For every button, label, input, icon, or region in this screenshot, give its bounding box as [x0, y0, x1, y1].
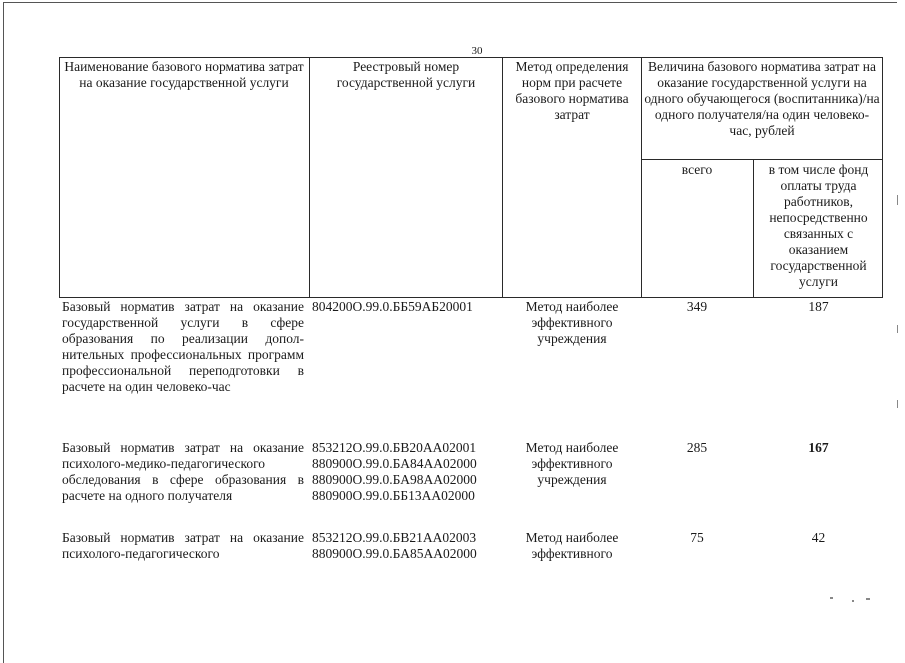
col-divider-3	[502, 57, 503, 298]
header-method: Метод определения норм при расчете базового норматива затрат	[515, 59, 629, 122]
row-method: Метод наиболее эффективного учреждения	[525, 440, 619, 487]
row-registry-numbers	[312, 440, 500, 504]
header-normative-value: Величина базового норматива затрат на оказание государственной услуги на одного обучающегося (воспитанника)/на одного получателя/на один человеко-час, рублей	[644, 59, 880, 138]
scan-mark	[830, 597, 833, 599]
registry-number: 880900О.99.0.БА85АА02000	[312, 546, 477, 561]
row-service-name: Базовый норматив затрат на оказание психолого-медико-педагогического обследования в сфере образования в расчете на одного получателя	[62, 440, 304, 503]
col-divider-4	[641, 57, 642, 298]
row-registry-numbers	[312, 299, 500, 315]
col-divider-5	[753, 159, 754, 298]
row-total: 75	[690, 530, 704, 545]
header-registry-number: Реестровый номер государственной услуги	[336, 59, 476, 90]
row-payroll: 42	[811, 530, 826, 545]
header-service-name: Наименование базового норматива затрат на оказание государственной услуги	[64, 59, 304, 90]
registry-number: 853212О.99.0.БВ20АА02001	[312, 440, 477, 455]
scan-mark	[897, 400, 898, 408]
row-payroll: 167	[808, 440, 829, 455]
col-divider-2	[309, 57, 310, 298]
table-top-border	[59, 57, 883, 58]
registry-number: 880900О.99.0.ББ13АА02000	[312, 488, 475, 503]
header-bottom-border	[59, 297, 883, 298]
registry-number: 880900О.99.0.БА98АА02000	[312, 472, 477, 487]
row-total: 349	[686, 299, 708, 314]
scan-mark	[866, 598, 870, 600]
header-total: всего	[681, 162, 713, 177]
subheader-divider	[641, 159, 883, 160]
header-payroll: в том числе фонд оплаты труда работников, непосредственно связанных с оказанием государственной услуги	[768, 162, 869, 289]
scan-mark	[897, 325, 898, 333]
row-registry-numbers	[312, 530, 500, 562]
row-service-name: Базовый норматив затрат на оказание психолого-педагогического	[62, 530, 304, 561]
row-total: 285	[686, 440, 708, 455]
row-method: Метод наиболее эффективного	[525, 530, 619, 561]
col-divider-6	[882, 57, 883, 298]
row-payroll: 187	[808, 299, 829, 314]
registry-number: 880900О.99.0.БА84АА02000	[312, 456, 477, 471]
col-divider-1	[59, 57, 60, 298]
registry-number: 804200О.99.0.ББ59АБ20001	[312, 299, 473, 314]
row-method: Метод наиболее эффективного учреждения	[525, 299, 619, 346]
scan-mark	[897, 195, 898, 205]
scan-mark	[852, 600, 854, 602]
page-number: 30	[471, 45, 483, 57]
registry-number: 853212О.99.0.БВ21АА02003	[312, 530, 477, 545]
row-service-name: Базовый норматив затрат на оказание государственной услуги в сфере образования по реализации допол-нительных профессиональных программ профессиональной переподготовки в расчете на один человеко-час	[62, 299, 304, 394]
